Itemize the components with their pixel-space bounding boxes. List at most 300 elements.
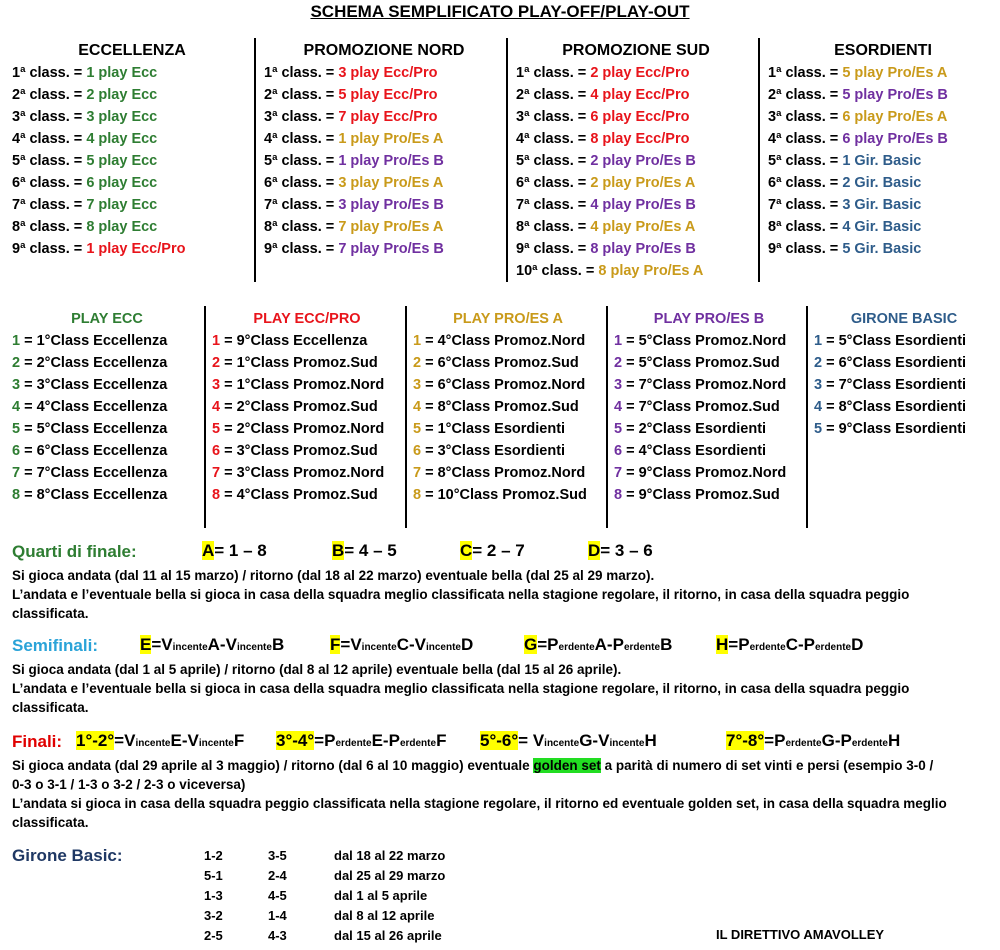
finali-item-3-4: 3°-4°=PerdenteE-PerdenteF (276, 731, 447, 750)
standings-column (516, 40, 756, 282)
document-title: SCHEMA SEMPLIFICATO PLAY-OFF/PLAY-OUT (310, 2, 690, 21)
standing-label: 4ª class. = (12, 131, 87, 147)
standing-value: 3 play Ecc (86, 109, 158, 125)
seed-description: = 2°Class Promoz.Sud (220, 399, 378, 415)
column-divider (806, 306, 808, 528)
seed-number: 5 (614, 421, 623, 437)
seed-number: 6 (614, 443, 623, 459)
quarti-line: classificata. (12, 606, 89, 621)
playoff-header: PLAY ECC/PRO (253, 311, 361, 327)
standing-label: 3ª class. = (12, 109, 87, 125)
standing-label: 5ª class. = (264, 153, 339, 169)
seed-description: = 5°Class Promoz.Sud (622, 355, 780, 371)
standing-row (12, 150, 252, 172)
semifinali-item-f: F=VincenteC-VincenteD (330, 635, 474, 654)
standing-row (264, 106, 504, 128)
finali-label: Finali: (12, 732, 63, 751)
playoff-row (212, 462, 402, 484)
playoff-row (212, 330, 402, 352)
schedule-match: 1-3 (204, 888, 223, 903)
seed-number: 8 (12, 487, 21, 503)
standing-value: 2 Gir. Basic (842, 175, 922, 191)
standing-row (516, 128, 756, 150)
standing-label: 3ª class. = (264, 109, 339, 125)
seed-description: = 3°Class Esordienti (421, 443, 566, 459)
standing-value: 5 play Pro/Es B (842, 87, 948, 103)
standing-row (12, 128, 252, 150)
column-divider (606, 306, 608, 528)
standing-row (264, 128, 504, 150)
seed-number: 2 (614, 355, 623, 371)
playoff-row (212, 418, 402, 440)
standing-row (264, 62, 504, 84)
standing-label: 1ª class. = (516, 65, 591, 81)
seed-number: 3 (814, 377, 823, 393)
standing-value: 7 play Ecc (86, 197, 158, 213)
playoff-column (413, 308, 603, 506)
seed-description: = 6°Class Eccellenza (20, 443, 168, 459)
seed-number: 5 (814, 421, 823, 437)
schedule-row (204, 926, 504, 946)
standing-label: 4ª class. = (768, 131, 843, 147)
seed-description: = 1°Class Eccellenza (20, 333, 168, 349)
seed-description: = 9°Class Promoz.Nord (622, 465, 787, 481)
standing-label: 6ª class. = (516, 175, 591, 191)
seed-description: = 7°Class Esordienti (822, 377, 967, 393)
standing-value: 3 play Pro/Es B (338, 197, 444, 213)
finali-item-7-8: 7°-8°=PerdenteG-PerdenteH (726, 731, 901, 750)
playoff-row (212, 484, 402, 506)
seed-number: 3 (12, 377, 21, 393)
standing-row (516, 194, 756, 216)
seed-description: = 7°Class Promoz.Nord (622, 377, 787, 393)
schedule-row (204, 846, 504, 866)
schedule-row (204, 886, 504, 906)
playoff-row (614, 396, 804, 418)
standing-value: 5 Gir. Basic (842, 241, 922, 257)
playoff-column (12, 308, 202, 506)
schedule-match: 2-4 (268, 868, 287, 883)
standing-row (516, 172, 756, 194)
column-header: PROMOZIONE SUD (562, 42, 710, 59)
standing-row (12, 62, 252, 84)
playoff-row (12, 440, 202, 462)
schedule-match: 2-5 (204, 928, 223, 943)
playoff-column (614, 308, 804, 506)
finali-line: 0-3 o 3-1 / 1-3 o 3-2 / 2-3 o viceversa) (12, 777, 246, 792)
quarti-item-a: A= 1 – 8 (202, 541, 267, 560)
seed-number: 1 (413, 333, 422, 349)
schedule-match: 1-4 (268, 908, 287, 923)
seed-number: 7 (614, 465, 623, 481)
quarti-line: Si gioca andata (dal 11 al 15 marzo) / ritorno (dal 18 al 22 marzo) eventuale bella (dal 25 al 29 marzo). (12, 568, 655, 583)
column-divider (405, 306, 407, 528)
standing-row (264, 172, 504, 194)
standing-value: 3 Gir. Basic (842, 197, 922, 213)
standing-value: 1 play Ecc/Pro (86, 241, 186, 257)
standing-value: 1 play Ecc (86, 65, 158, 81)
schedule-match: 3-2 (204, 908, 223, 923)
playoff-row (212, 352, 402, 374)
standing-row (768, 84, 998, 106)
seed-description: = 10°Class Promoz.Sud (421, 487, 587, 503)
seed-number: 7 (12, 465, 21, 481)
quarti-item-b: B= 4 – 5 (332, 541, 397, 560)
seed-description: = 8°Class Promoz.Nord (421, 465, 586, 481)
schedule-dates: dal 8 al 12 aprile (334, 908, 435, 923)
playoff-row (12, 462, 202, 484)
seed-description: = 2°Class Esordienti (622, 421, 767, 437)
girone-basic-schedule (204, 846, 504, 946)
seed-number: 5 (413, 421, 422, 437)
seed-number: 4 (212, 399, 221, 415)
standing-value: 4 Gir. Basic (842, 219, 922, 235)
schedule-row (204, 866, 504, 886)
seed-description: = 3°Class Promoz.Nord (220, 465, 385, 481)
standing-label: 7ª class. = (768, 197, 843, 213)
seed-description: = 4°Class Promoz.Nord (421, 333, 586, 349)
standing-label: 8ª class. = (264, 219, 339, 235)
seed-description: = 1°Class Promoz.Sud (220, 355, 378, 371)
standing-label: 6ª class. = (768, 175, 843, 191)
standing-row (264, 194, 504, 216)
semifinali-label: Semifinali: (12, 636, 98, 655)
playoff-header: PLAY PRO/ES B (653, 311, 765, 327)
seed-number: 4 (814, 399, 823, 415)
standing-row (768, 172, 998, 194)
standing-value: 2 play Ecc (86, 87, 158, 103)
quarti-line: L’andata e l’eventuale bella si gioca in casa della squadra meglio classificata nella stagione regolare, il ritorno, in casa della squadra peggio (12, 587, 910, 602)
standings-column (264, 40, 504, 260)
standing-row (768, 150, 998, 172)
seed-description: = 3°Class Promoz.Sud (220, 443, 378, 459)
standing-row (516, 216, 756, 238)
column-divider (758, 38, 760, 282)
column-header: ECCELLENZA (78, 42, 186, 59)
seed-number: 6 (12, 443, 21, 459)
seed-description: = 4°Class Promoz.Sud (220, 487, 378, 503)
standing-label: 1ª class. = (12, 65, 87, 81)
playoff-row (12, 418, 202, 440)
schedule-match: 4-5 (268, 888, 287, 903)
standing-label: 2ª class. = (264, 87, 339, 103)
standing-value: 5 play Ecc (86, 153, 158, 169)
standing-value: 1 play Pro/Es A (338, 131, 444, 147)
standing-label: 3ª class. = (768, 109, 843, 125)
seed-number: 1 (212, 333, 221, 349)
playoff-row (614, 330, 804, 352)
standing-value: 3 play Pro/Es A (338, 175, 444, 191)
seed-number: 1 (614, 333, 623, 349)
standing-value: 5 play Ecc/Pro (338, 87, 438, 103)
standing-row (768, 238, 998, 260)
playoff-header: GIRONE BASIC (850, 311, 958, 327)
playoff-row (614, 418, 804, 440)
standing-label: 1ª class. = (768, 65, 843, 81)
playoff-row (814, 352, 994, 374)
playoff-row (413, 462, 603, 484)
seed-description: = 8°Class Esordienti (822, 399, 967, 415)
semifinali-item-h: H=PerdenteC-PerdenteD (716, 635, 864, 654)
seed-description: = 7°Class Promoz.Sud (622, 399, 780, 415)
standing-row (12, 216, 252, 238)
schedule-dates: dal 25 al 29 marzo (334, 868, 446, 883)
seed-number: 1 (12, 333, 21, 349)
standing-value: 3 play Ecc/Pro (338, 65, 438, 81)
seed-description: = 5°Class Promoz.Nord (622, 333, 787, 349)
seed-number: 4 (614, 399, 623, 415)
seed-number: 4 (12, 399, 21, 415)
playoff-row (413, 418, 603, 440)
seed-number: 2 (12, 355, 21, 371)
standing-label: 4ª class. = (264, 131, 339, 147)
standing-value: 4 play Pro/Es A (590, 219, 696, 235)
playoff-row (413, 484, 603, 506)
seed-description: = 4°Class Esordienti (622, 443, 767, 459)
standing-row (12, 172, 252, 194)
standing-row (768, 216, 998, 238)
playoff-header: PLAY ECC (71, 311, 143, 327)
seed-number: 5 (12, 421, 21, 437)
standing-row (516, 62, 756, 84)
standing-value: 2 play Pro/Es B (590, 153, 696, 169)
standing-row (12, 84, 252, 106)
seed-description: = 9°Class Promoz.Sud (622, 487, 780, 503)
schedule-match: 3-5 (268, 848, 287, 863)
standing-value: 7 play Pro/Es B (338, 241, 444, 257)
seed-description: = 1°Class Esordienti (421, 421, 566, 437)
seed-number: 5 (212, 421, 221, 437)
signature: IL DIRETTIVO AMAVOLLEY (716, 927, 885, 942)
semifinali-item-g: G=PerdenteA-PerdenteB (524, 635, 673, 654)
standing-row (768, 106, 998, 128)
standing-value: 6 play Pro/Es A (842, 109, 948, 125)
schedule-dates: dal 1 al 5 aprile (334, 888, 428, 903)
finali-line: Si gioca andata (dal 29 aprile al 3 maggio) / ritorno (dal 6 al 10 maggio) eventuale golden set a parità di numero di set vinti e persi (esempio 3-0 / (12, 758, 934, 773)
standing-value: 8 play Pro/Es B (590, 241, 696, 257)
standing-row (12, 194, 252, 216)
standing-label: 1ª class. = (264, 65, 339, 81)
quarti-item-d: D= 3 – 6 (588, 541, 653, 560)
standings-column (12, 40, 252, 260)
seed-number: 2 (413, 355, 422, 371)
standing-row (768, 128, 998, 150)
standing-label: 9ª class. = (264, 241, 339, 257)
standings-column (768, 40, 998, 260)
playoff-row (12, 396, 202, 418)
standing-value: 1 Gir. Basic (842, 153, 922, 169)
schedule-match: 4-3 (268, 928, 287, 943)
finali-item-5-6: 5°-6°= VincenteG-VincenteH (480, 731, 657, 750)
seed-description: = 8°Class Promoz.Sud (421, 399, 579, 415)
seed-description: = 3°Class Eccellenza (20, 377, 168, 393)
standing-row (516, 84, 756, 106)
golden-set-highlight: golden set (533, 758, 601, 773)
standing-label: 2ª class. = (516, 87, 591, 103)
schedule-row (204, 906, 504, 926)
seed-number: 3 (212, 377, 221, 393)
seed-description: = 9°Class Esordienti (822, 421, 967, 437)
standing-value: 7 play Ecc/Pro (338, 109, 438, 125)
schedule-dates: dal 15 al 26 aprile (334, 928, 442, 943)
column-divider (506, 38, 508, 282)
seed-description: = 5°Class Esordienti (822, 333, 967, 349)
quarti-label: Quarti di finale: (12, 542, 137, 561)
playoff-row (12, 484, 202, 506)
playoff-row (212, 440, 402, 462)
standing-value: 1 play Pro/Es B (338, 153, 444, 169)
seed-number: 1 (814, 333, 823, 349)
seed-description: = 4°Class Eccellenza (20, 399, 168, 415)
seed-number: 2 (814, 355, 823, 371)
playoff-row (814, 374, 994, 396)
standing-label: 7ª class. = (12, 197, 87, 213)
seed-description: = 6°Class Promoz.Sud (421, 355, 579, 371)
standing-row (264, 216, 504, 238)
seed-number: 2 (212, 355, 221, 371)
standing-value: 6 play Pro/Es B (842, 131, 948, 147)
playoff-row (212, 374, 402, 396)
seed-number: 8 (614, 487, 623, 503)
playoff-row (413, 374, 603, 396)
playoff-row (212, 396, 402, 418)
girone-basic-label: Girone Basic: (12, 846, 123, 865)
standing-row (12, 106, 252, 128)
standing-row (516, 260, 756, 282)
standing-label: 10ª class. = (516, 263, 599, 279)
playoff-row (614, 352, 804, 374)
playoff-row (614, 440, 804, 462)
seed-number: 8 (212, 487, 221, 503)
standing-label: 5ª class. = (12, 153, 87, 169)
standing-value: 6 play Ecc/Pro (590, 109, 690, 125)
seed-number: 3 (614, 377, 623, 393)
seed-number: 7 (212, 465, 221, 481)
standing-label: 9ª class. = (12, 241, 87, 257)
playoff-row (413, 330, 603, 352)
standing-value: 5 play Pro/Es A (842, 65, 948, 81)
standing-value: 2 play Ecc/Pro (590, 65, 690, 81)
seed-description: = 7°Class Eccellenza (20, 465, 168, 481)
seed-number: 8 (413, 487, 422, 503)
standing-value: 4 play Ecc (86, 131, 158, 147)
standing-row (768, 194, 998, 216)
playoff-row (814, 418, 994, 440)
playoff-row (12, 352, 202, 374)
standing-label: 8ª class. = (12, 219, 87, 235)
standing-label: 5ª class. = (516, 153, 591, 169)
standing-label: 9ª class. = (768, 241, 843, 257)
playoff-row (614, 484, 804, 506)
seed-number: 7 (413, 465, 422, 481)
standing-row (264, 238, 504, 260)
standing-row (516, 238, 756, 260)
column-divider (254, 38, 256, 282)
column-header: PROMOZIONE NORD (303, 42, 465, 59)
quarti-item-c: C= 2 – 7 (460, 541, 525, 560)
standing-label: 6ª class. = (264, 175, 339, 191)
semifinali-line: Si gioca andata (dal 1 al 5 aprile) / ritorno (dal 8 al 12 aprile) eventuale bella (dal 15 al 26 aprile). (12, 662, 622, 677)
seed-description: = 2°Class Promoz.Nord (220, 421, 385, 437)
schedule-match: 5-1 (204, 868, 223, 883)
finali-item-1-2: 1°-2°=VincenteE-VincenteF (76, 731, 245, 750)
playoff-row (814, 396, 994, 418)
standing-row (264, 150, 504, 172)
standing-value: 8 play Pro/Es A (598, 263, 704, 279)
playoff-row (814, 330, 994, 352)
standing-label: 7ª class. = (264, 197, 339, 213)
semifinali-section (12, 634, 992, 717)
standing-label: 2ª class. = (768, 87, 843, 103)
seed-number: 6 (413, 443, 422, 459)
playoff-row (614, 374, 804, 396)
standing-label: 5ª class. = (768, 153, 843, 169)
seed-description: = 1°Class Promoz.Nord (220, 377, 385, 393)
seed-description: = 8°Class Eccellenza (20, 487, 168, 503)
standing-row (264, 84, 504, 106)
playoff-column (212, 308, 402, 506)
playoff-row (614, 462, 804, 484)
standing-value: 6 play Ecc (86, 175, 158, 191)
finali-line: classificata. (12, 815, 89, 830)
finali-section (12, 730, 992, 832)
standing-label: 8ª class. = (768, 219, 843, 235)
standing-row (516, 150, 756, 172)
standing-label: 2ª class. = (12, 87, 87, 103)
seed-description: = 2°Class Eccellenza (20, 355, 168, 371)
playoff-row (12, 330, 202, 352)
standing-value: 4 play Pro/Es B (590, 197, 696, 213)
standing-row (768, 62, 998, 84)
column-header: ESORDIENTI (834, 42, 932, 59)
semifinali-item-e: E=VincenteA-VincenteB (140, 635, 285, 654)
standing-label: 4ª class. = (516, 131, 591, 147)
standing-value: 8 play Ecc (86, 219, 158, 235)
seed-number: 4 (413, 399, 422, 415)
seed-description: = 6°Class Esordienti (822, 355, 967, 371)
playoff-row (413, 352, 603, 374)
schedule-dates: dal 18 al 22 marzo (334, 848, 446, 863)
playoff-row (12, 374, 202, 396)
standing-label: 7ª class. = (516, 197, 591, 213)
standing-label: 9ª class. = (516, 241, 591, 257)
seed-description: = 9°Class Eccellenza (220, 333, 368, 349)
seed-number: 6 (212, 443, 221, 459)
seed-number: 3 (413, 377, 422, 393)
standing-value: 8 play Ecc/Pro (590, 131, 690, 147)
playoff-column (814, 308, 994, 440)
standing-label: 3ª class. = (516, 109, 591, 125)
schedule-match: 1-2 (204, 848, 223, 863)
semifinali-line: classificata. (12, 700, 89, 715)
seed-description: = 5°Class Eccellenza (20, 421, 168, 437)
standing-value: 2 play Pro/Es A (590, 175, 696, 191)
standing-row (12, 238, 252, 260)
column-divider (204, 306, 206, 528)
playoff-row (413, 440, 603, 462)
quarti-section (12, 540, 992, 623)
playoff-row (413, 396, 603, 418)
standing-label: 8ª class. = (516, 219, 591, 235)
seed-description: = 6°Class Promoz.Nord (421, 377, 586, 393)
standing-value: 4 play Ecc/Pro (590, 87, 690, 103)
standing-label: 6ª class. = (12, 175, 87, 191)
standing-value: 7 play Pro/Es A (338, 219, 444, 235)
semifinali-line: L’andata e l’eventuale bella si gioca in casa della squadra meglio classificata nella stagione regolare, il ritorno, in casa della squadra peggio (12, 681, 910, 696)
standing-row (516, 106, 756, 128)
playoff-header: PLAY PRO/ES A (453, 311, 563, 327)
finali-line: L’andata si gioca in casa della squadra peggio classificata nella stagione regolare, il ritorno ed eventuale golden set, in casa della squadra meglio (12, 796, 947, 811)
